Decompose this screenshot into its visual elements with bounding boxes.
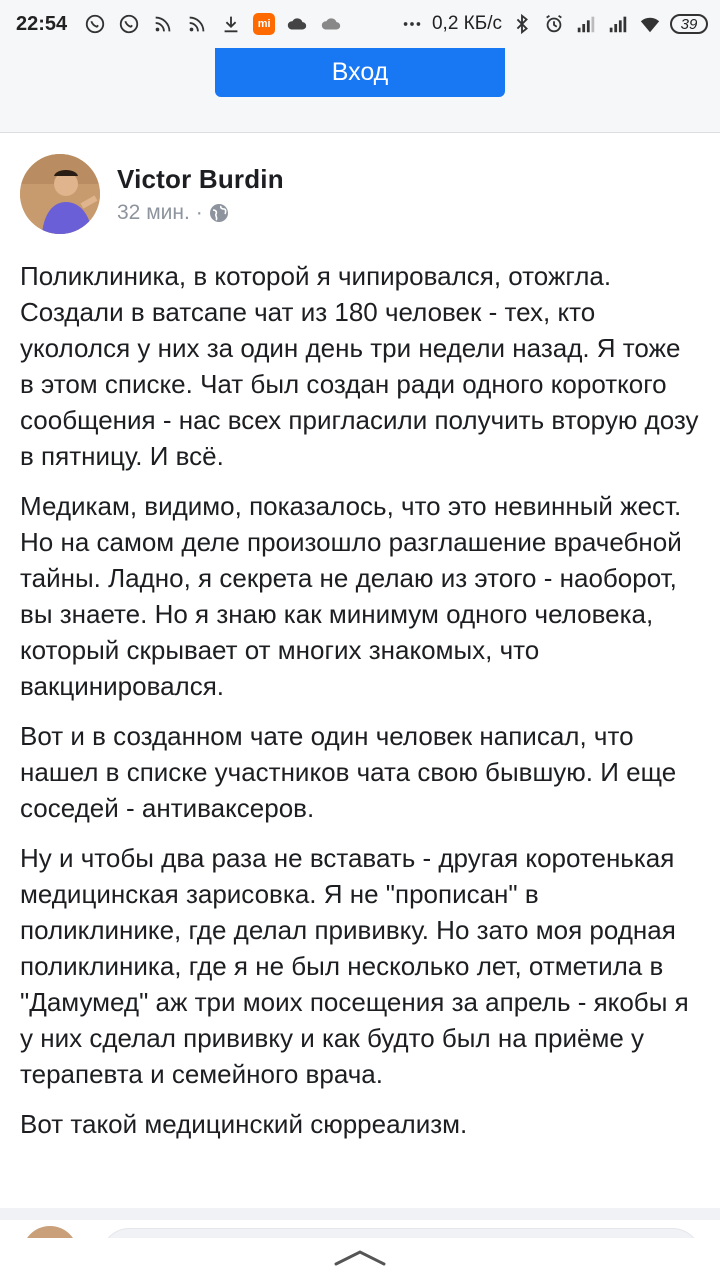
login-area — [0, 48, 720, 133]
login-button[interactable]: Вход — [215, 48, 505, 97]
network-speed: 0,2 КБ/с — [431, 13, 502, 34]
author-name[interactable]: Victor Burdin — [117, 164, 284, 194]
battery-icon: 39 — [670, 14, 708, 34]
author-info — [117, 164, 284, 225]
cloud-icon — [285, 12, 309, 36]
status-time: 22:54 — [16, 12, 68, 35]
mi-app-icon: mi — [253, 13, 275, 35]
rss-icon — [185, 12, 209, 36]
rss-icon — [151, 12, 175, 36]
signal-icon — [574, 12, 598, 36]
download-icon — [219, 12, 243, 36]
post-paragraph: Вот такой медицинский сюрреализм. — [20, 1109, 468, 1139]
more-dots-icon — [400, 12, 424, 36]
comment-separator — [0, 1208, 720, 1220]
bluetooth-icon — [510, 12, 534, 36]
whatsapp-icon — [117, 12, 141, 36]
post-paragraph: Ну и чтобы два раза не вставать - другая коротенькая медицинская зарисовка. Я не "прописан" в поликлинике, где делал прививку. Но зато моя родная поликлиника, где я не был несколько лет, отметила в "Дамумед" аж три моих посещения за апрель - якобы я у них сделал прививку и как будто был на приёме у терапевта и семейного врача. — [20, 843, 689, 1089]
status-right — [400, 12, 708, 36]
post-time[interactable]: 32 мин. — [117, 201, 190, 224]
cloud-icon — [319, 12, 343, 36]
meta-separator: · — [195, 201, 203, 224]
globe-icon — [209, 203, 229, 223]
post-paragraph: Вот и в созданном чате один человек написал, что нашел в списке участников чата свою бывшую. И еще соседей - антиваксеров. — [20, 721, 677, 823]
post-paragraph: Поликлиника, в которой я чипировался, отожгла. Создали в ватсапе чат из 180 человек - тех, кто укололся у них за один день три недели назад. Я тоже в этом списке. Чат был создан ради одного короткого сообщения - нас всех пригласили получить вторую дозу в пятницу. И всё. — [20, 261, 699, 471]
signal-icon — [606, 12, 630, 36]
status-left — [16, 12, 343, 36]
chevron-up-icon[interactable] — [332, 1246, 388, 1273]
status-bar — [0, 0, 720, 48]
post-meta — [117, 201, 284, 225]
wifi-icon — [638, 12, 662, 36]
whatsapp-icon — [83, 12, 107, 36]
post-body — [20, 258, 700, 1156]
nav-bar — [0, 1238, 720, 1280]
post-paragraph: Медикам, видимо, показалось, что это невинный жест. Но на самом деле произошло разглашение врачебной тайны. Ладно, я секрета не делаю из этого - наоборот, вы знаете. Но я знаю как минимум одного человека, который скрывает от многих знакомых, что вакцинировался. — [20, 491, 682, 701]
post-header — [20, 154, 284, 234]
author-avatar[interactable] — [20, 154, 100, 234]
alarm-icon — [542, 12, 566, 36]
